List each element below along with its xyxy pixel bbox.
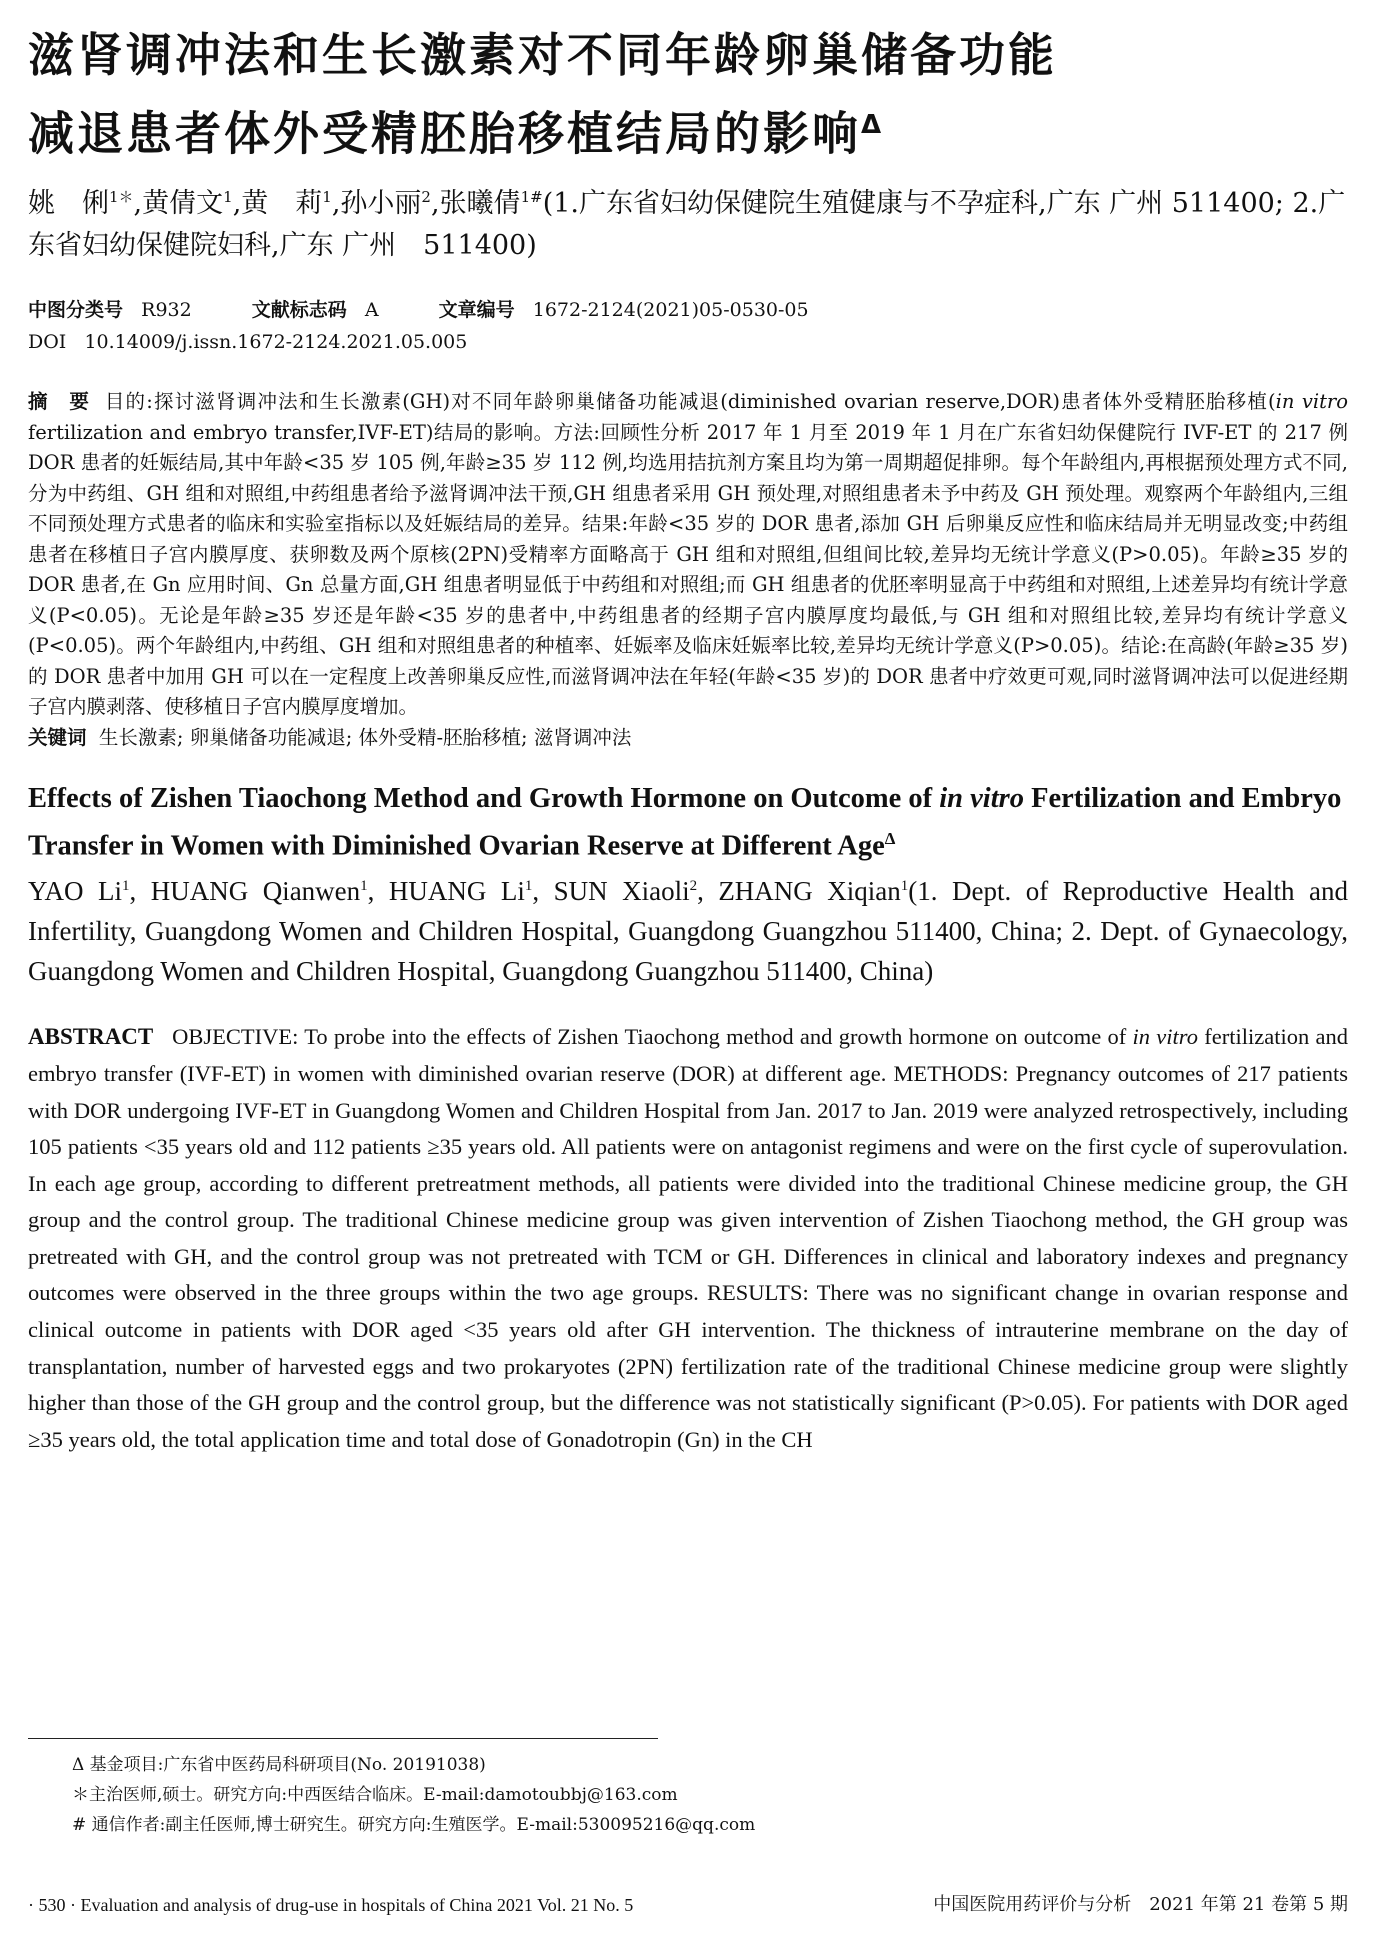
author-sup: 2 <box>421 188 431 207</box>
english-abstract-italic: in vitro <box>1132 1024 1198 1050</box>
english-affiliation: (1. Dept. of Reproductive Health and Infertility, Guangdong Women and Children Hospital, Guangdong Guangzhou 511400, China; 2. Dept. of Gynaecology, Guangdong Women and Children Hospital, Guangdong Guangzhou 511400, China) <box>28 876 1349 987</box>
running-footer-left: · 530 · Evaluation and analysis of drug-use in hospitals of China 2021 Vol. 21 No. 5 <box>28 1895 634 1915</box>
chinese-affiliation: (1.广东省妇幼保健院生殖健康与不孕症科,广东 广州 511400; 2.广东省妇幼保健院妇科,广东 广州 511400) <box>28 188 1346 262</box>
footnote-divider <box>28 1738 658 1739</box>
author-name-en: YAO Li <box>28 876 122 907</box>
article-no-label: 文章编号 <box>438 299 515 322</box>
chinese-keywords <box>28 723 1348 753</box>
author-sup-en: 1 <box>900 878 909 895</box>
english-abstract-text-cont: fertilization and embryo transfer (IVF-ET) in women with diminished ovarian reserve (DOR) at different age. METHODS: Pregnancy outcomes of 217 patients with DOR undergoing IVF-ET in Guangdong Women and Children Hospital from Jan. 2017 to Jan. 2019 were analyzed retrospectively, including 105 patients <35 years old and 112 patients ≥35 years old. All patients were on antagonist regimens and were on the first cycle of superovulation. In each age group, according to different pretreatment methods, all patients were divided into the traditional Chinese medicine group, the GH group and the control group. The traditional Chinese medicine group was given intervention of Zishen Tiaochong method, the GH group was pretreated with GH, and the control group was not pretreated with TCM or GH. Differences in clinical and laboratory indexes and pregnancy outcomes were observed in the three groups within the two age groups. RESULTS: There was no significant change in ovarian response and clinical outcome in patients with DOR aged <35 years old after GH intervention. The thickness of intrauterine membrane on the day of transplantation, number of harvested eggs and two prokaryotes (2PN) fertilization rate of the traditional Chinese medicine group were slightly higher than those of the GH group and the control group, but the difference was not statistically significant (P>0.05). For patients with DOR aged ≥35 years old, the total application time and total dose of Gonadotropin (Gn) in the CH <box>28 1024 1348 1452</box>
chinese-keywords-value: 生长激素; 卵巢储备功能减退; 体外受精-胚胎移植; 滋肾调冲法 <box>98 725 632 749</box>
doi-row <box>28 327 1348 357</box>
footnote-corresponding: # 通信作者:副主任医师,博士研究生。研究方向:生殖医学。E-mail:530095216@qq.com <box>72 1815 756 1835</box>
chinese-title-line2: 减退患者体外受精胚胎移植结局的影响 <box>28 106 861 161</box>
chinese-title <box>28 20 1348 168</box>
english-abstract-label: ABSTRACT <box>28 1024 154 1050</box>
author-name-en: ZHANG Xiqian <box>718 876 901 907</box>
funding-mark: Δ <box>861 110 885 140</box>
chinese-abstract-label: 摘 要 <box>28 390 91 414</box>
english-title-text: Effects of Zishen Tiaochong Method and Growth Hormone on Outcome of <box>28 782 940 814</box>
chinese-abstract-text: 目的:探讨滋肾调冲法和生长激素(GH)对不同年龄卵巢储备功能减退(diminished ovarian reserve,DOR)患者体外受精胚胎移植( <box>104 390 1276 414</box>
running-footer-right: 中国医院用药评价与分析 2021 年第 21 卷第 5 期 <box>933 1894 1348 1915</box>
footnotes <box>72 1750 755 1840</box>
english-abstract <box>28 1019 1348 1458</box>
author-name: 张曦倩 <box>439 188 521 220</box>
chinese-abstract <box>28 387 1348 723</box>
article-no-value: 1672-2124(2021)05-0530-05 <box>532 299 809 322</box>
doi-label: DOI <box>28 331 67 354</box>
english-authors: YAO Li$^1$, HUANG Qianwen$^1$, HUANG Li$^1$, SUN Xiaoli$^2$, ZHANG Xiqian$^1$(1. Dept. of Reproductive Health and Infertility, Guangdong Women and Children Hospital, Guangdong Guangzhou 511400, China; 2. Dept. of Gynaecology, Guangdong Women and Children Hospital, Guangdong Guangzhou 511400, China) <box>28 876 1349 987</box>
clc-label: 中图分类号 <box>28 299 124 322</box>
english-title <box>28 779 1348 867</box>
author-sup-en: 1 <box>524 878 533 895</box>
english-title-italic: in vitro <box>939 782 1024 814</box>
chinese-abstract-italic: in vitro <box>1275 390 1348 414</box>
chinese-keywords-label: 关键词 <box>28 725 87 749</box>
author-sup: 1＊ <box>109 188 134 207</box>
english-abstract-text: OBJECTIVE: To probe into the effects of Zishen Tiaochong method and growth hormone on outcome of <box>172 1024 1133 1050</box>
doc-code-value: A <box>364 299 379 322</box>
running-footer <box>28 1892 1348 1918</box>
english-funding-mark: Δ <box>884 828 896 848</box>
english-title-text-cont: Fertilization and Embryo Transfer in Women with Diminished Ovarian Reserve at Different Age <box>28 782 1342 862</box>
author-name: 孙小丽 <box>340 188 422 220</box>
chinese-authors: 姚 俐$^{1*}$,黄倩文$^1$,黄 莉$^1$,孙小丽$^2$,张曦倩$^{1\#}$(1.广东省妇幼保健院生殖健康与不孕症科,广东 广州 511400; 2.广东省妇幼保健院妇科,广东 广州 511400) <box>28 188 1346 262</box>
author-name-en: SUN Xiaoli <box>553 876 690 907</box>
footnote-fund: Δ 基金项目:广东省中医药局科研项目(No. 20191038) <box>72 1755 486 1775</box>
classification-row <box>28 293 1348 327</box>
chinese-title-line1: 滋肾调冲法和生长激素对不同年龄卵巢储备功能 <box>28 28 1057 82</box>
chinese-abstract-text-cont: fertilization and embryo transfer,IVF-ET)结局的影响。方法:回顾性分析 2017 年 1 月至 2019 年 1 月在广东省妇幼保健院行 IVF-ET 的 217 例 DOR 患者的妊娠结局,其中年龄<35 岁 105 例,年龄≥35 岁 112 例,均选用拮抗剂方案且均为第一周期超促排卵。每个年龄组内,再根据预处理方式不同,分为中药组、GH 组和对照组,中药组患者给予滋肾调冲法干预,GH 组患者采用 GH 预处理,对照组患者未予中药及 GH 预处理。观察两个年龄组内,三组不同预处理方式患者的临床和实验室指标以及妊娠结局的差异。结果:年龄<35 岁的 DOR 患者,添加 GH 后卵巢反应性和临床结局并无明显改变;中药组患者在移植日子宫内膜厚度、获卵数及两个原核(2PN)受精率方面略高于 GH 组和对照组,但组间比较,差异均无统计学意义(P>0.05)。年龄≥35 岁的 DOR 患者,在 Gn 应用时间、Gn 总量方面,GH 组患者明显低于中药组和对照组;而 GH 组患者的优胚率明显高于中药组和对照组,上述差异均有统计学意义(P<0.05)。无论是年龄≥35 岁还是年龄<35 岁的患者中,中药组患者的经期子宫内膜厚度均最低,与 GH 组和对照组比较,差异均有统计学意义(P<0.05)。两个年龄组内,中药组、GH 组和对照组患者的种植率、妊娠率及临床妊娠率比较,差异均无统计学意义(P>0.05)。结论:在高龄(年龄≥35 岁)的 DOR 患者中加用 GH 可以在一定程度上改善卵巢反应性,而滋肾调冲法在年轻(年龄<35 岁)的 DOR 患者中疗效更可观,同时滋肾调冲法可以促进经期子宫内膜剥落、使移植日子宫内膜厚度增加。 <box>28 420 1348 719</box>
doi-value: 10.14009/j.issn.1672-2124.2021.05.005 <box>84 331 468 354</box>
author-sup-en: 1 <box>360 878 368 895</box>
author-sup: 1 <box>223 188 233 207</box>
clc-value: R932 <box>141 299 192 322</box>
author-name-en: HUANG Qianwen <box>150 876 361 907</box>
author-name-en: HUANG Li <box>388 876 525 907</box>
author-sup-en: 2 <box>689 878 698 895</box>
author-name: 姚 俐 <box>28 188 109 220</box>
author-sup: 1 <box>322 188 332 207</box>
article-page <box>28 20 1348 1458</box>
author-sup: 1# <box>520 188 543 207</box>
author-name: 黄倩文 <box>142 188 224 220</box>
footnote-first-author: ＊主治医师,硕士。研究方向:中西医结合临床。E-mail:damotoubbj@163.com <box>72 1785 678 1805</box>
author-name: 黄 莉 <box>241 188 323 220</box>
doc-code-label: 文献标志码 <box>251 299 347 322</box>
author-sup-en: 1 <box>121 878 130 895</box>
